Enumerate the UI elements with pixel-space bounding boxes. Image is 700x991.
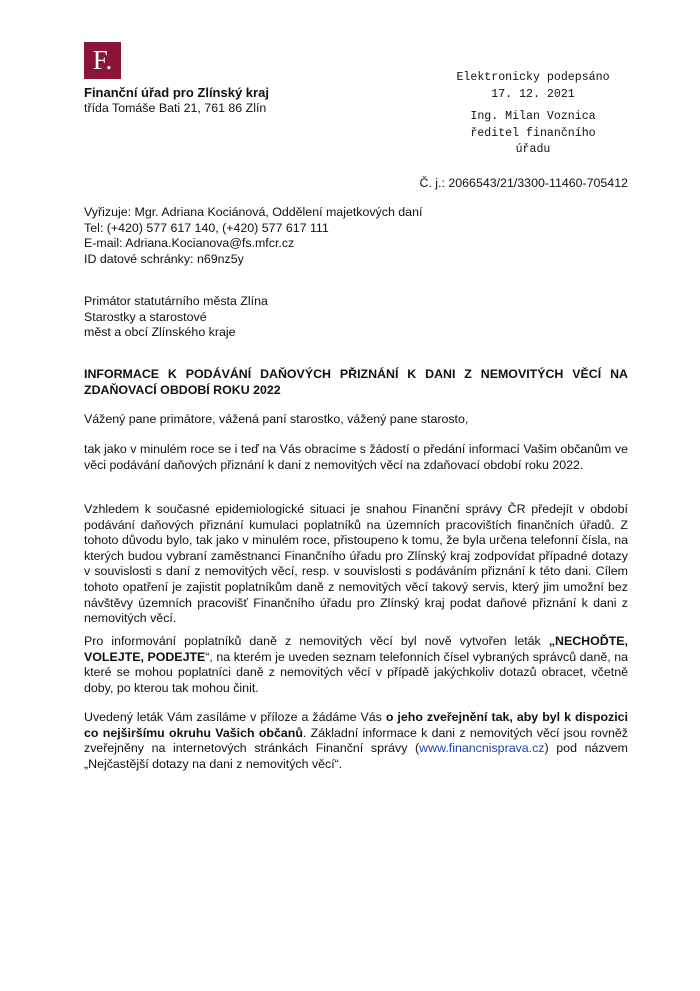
financni-urad-logo: F. (84, 42, 121, 79)
signature-label: Elektronicky podepsáno (456, 71, 610, 84)
signatory-name: Ing. Milan Voznica (470, 110, 596, 123)
phone: Tel: (+420) 577 617 140, (+420) 577 617 111 (84, 220, 329, 235)
email: E-mail: Adriana.Kocianova@fs.mfcr.cz (84, 236, 295, 250)
signatory-title-line2: úřadu (515, 143, 551, 156)
handler: Vyřizuje: Mgr. Adriana Kociánová, Oddělení majetkových daní (84, 205, 423, 219)
paragraph-4-text-c: ) pod názvem „Nejčastější dotazy na dani z nemovitých věcí“. (84, 741, 628, 771)
reference-number: Č. j.: 2066543/21/3300-11460-705412 (419, 176, 628, 190)
recipient-line-1: Primátor statutárního města Zlína (84, 294, 268, 308)
paragraph-3-text-a: Pro informování poplatníků daně z nemovitých věcí byl nově vytvořen leták (84, 634, 549, 648)
financni-sprava-link[interactable]: www.financnisprava.cz (419, 741, 545, 756)
office-name: Finanční úřad pro Zlínský kraj (84, 85, 269, 100)
recipient-line-2: Starostky a starostové (84, 309, 207, 324)
databox-id: ID datové schránky: n69nz5y (84, 251, 244, 266)
recipient-line-3: měst a obcí Zlínského kraje (84, 325, 236, 339)
contact-block (84, 205, 422, 267)
paragraph-3 (84, 634, 628, 696)
paragraph-1-text: tak jako v minulém roce se i teď na Vás obracíme s žádostí o předání informací Vašim občanům ve věci podávání daňových přiznání k dani z nemovitých věcí na zdaňovací období roku 2022. (84, 442, 628, 472)
paragraph-4-text-b: . Základní informace k dani z nemovitých věcí jsou rovněž zveřejněny na internetových stránkách Finanční správy ( (84, 725, 628, 756)
salutation: Vážený pane primátore, vážená paní starostko, vážený pane starosto, (84, 412, 469, 426)
paragraph-2-text: Vzhledem k současné epidemiologické situaci je snahou Finanční správy ČR předejít v období podávání daňových přiznání kumulaci poplatníků na územních pracovištích finančních úřadů. Z tohoto důvodu bylo, tak jako v minulém roce, přistoupeno k tomu, že byla určena telefonní čísla, na kterých budou vybraní zaměstnanci Finančního úřadu pro Zlínský kraj zodpovídat případné dotazy v souvislosti s daní z nemovitých věcí, resp. v souvislosti s podáváním přiznání k této dani. Cílem tohoto opatření je zajistit poplatníkům daně z nemovitých věcí takový servis, který jim umožní bez návštěvy územních pracovišť Finančního úřadu pro Zlínský kraj podat daňové přiznání k dani z nemovitých věcí. (84, 502, 628, 626)
signatory-title-line1: ředitel finančního (470, 126, 596, 140)
paragraph-4 (84, 710, 628, 772)
paragraph-2 (84, 502, 628, 627)
paragraph-1 (84, 442, 628, 473)
office-address: třída Tomáše Bati 21, 761 86 Zlín (84, 101, 267, 115)
signature-date: 17. 12. 2021 (491, 87, 575, 101)
paragraph-3-text-b: “, na kterém je uveden seznam telefonních čísel vybraných správců daně, na které se mohou poplatníci daně z nemovitých věcí v případě jakýchkoliv dotazů obracet, včetně doby, po kterou tak mohou činit. (84, 649, 628, 695)
letter-heading: INFORMACE K PODÁVÁNÍ DAŇOVÝCH PŘIZNÁNÍ K DANI Z NEMOVITÝCH VĚCÍ NA ZDAŇOVACÍ OBDOBÍ ROKU 2022 (84, 367, 628, 397)
recipient-block (84, 294, 268, 341)
paragraph-4-text-a: Uvedený leták Vám zasíláme v příloze a žádáme Vás (84, 710, 386, 724)
electronic-signature-stamp (438, 70, 628, 159)
publication-request: o jeho zveřejnění tak, aby byl k dispozici co nejširšímu okruhu Vašich občanů (84, 710, 628, 740)
leaflet-title: „NECHOĎTE, VOLEJTE, PODEJTE (84, 634, 628, 664)
